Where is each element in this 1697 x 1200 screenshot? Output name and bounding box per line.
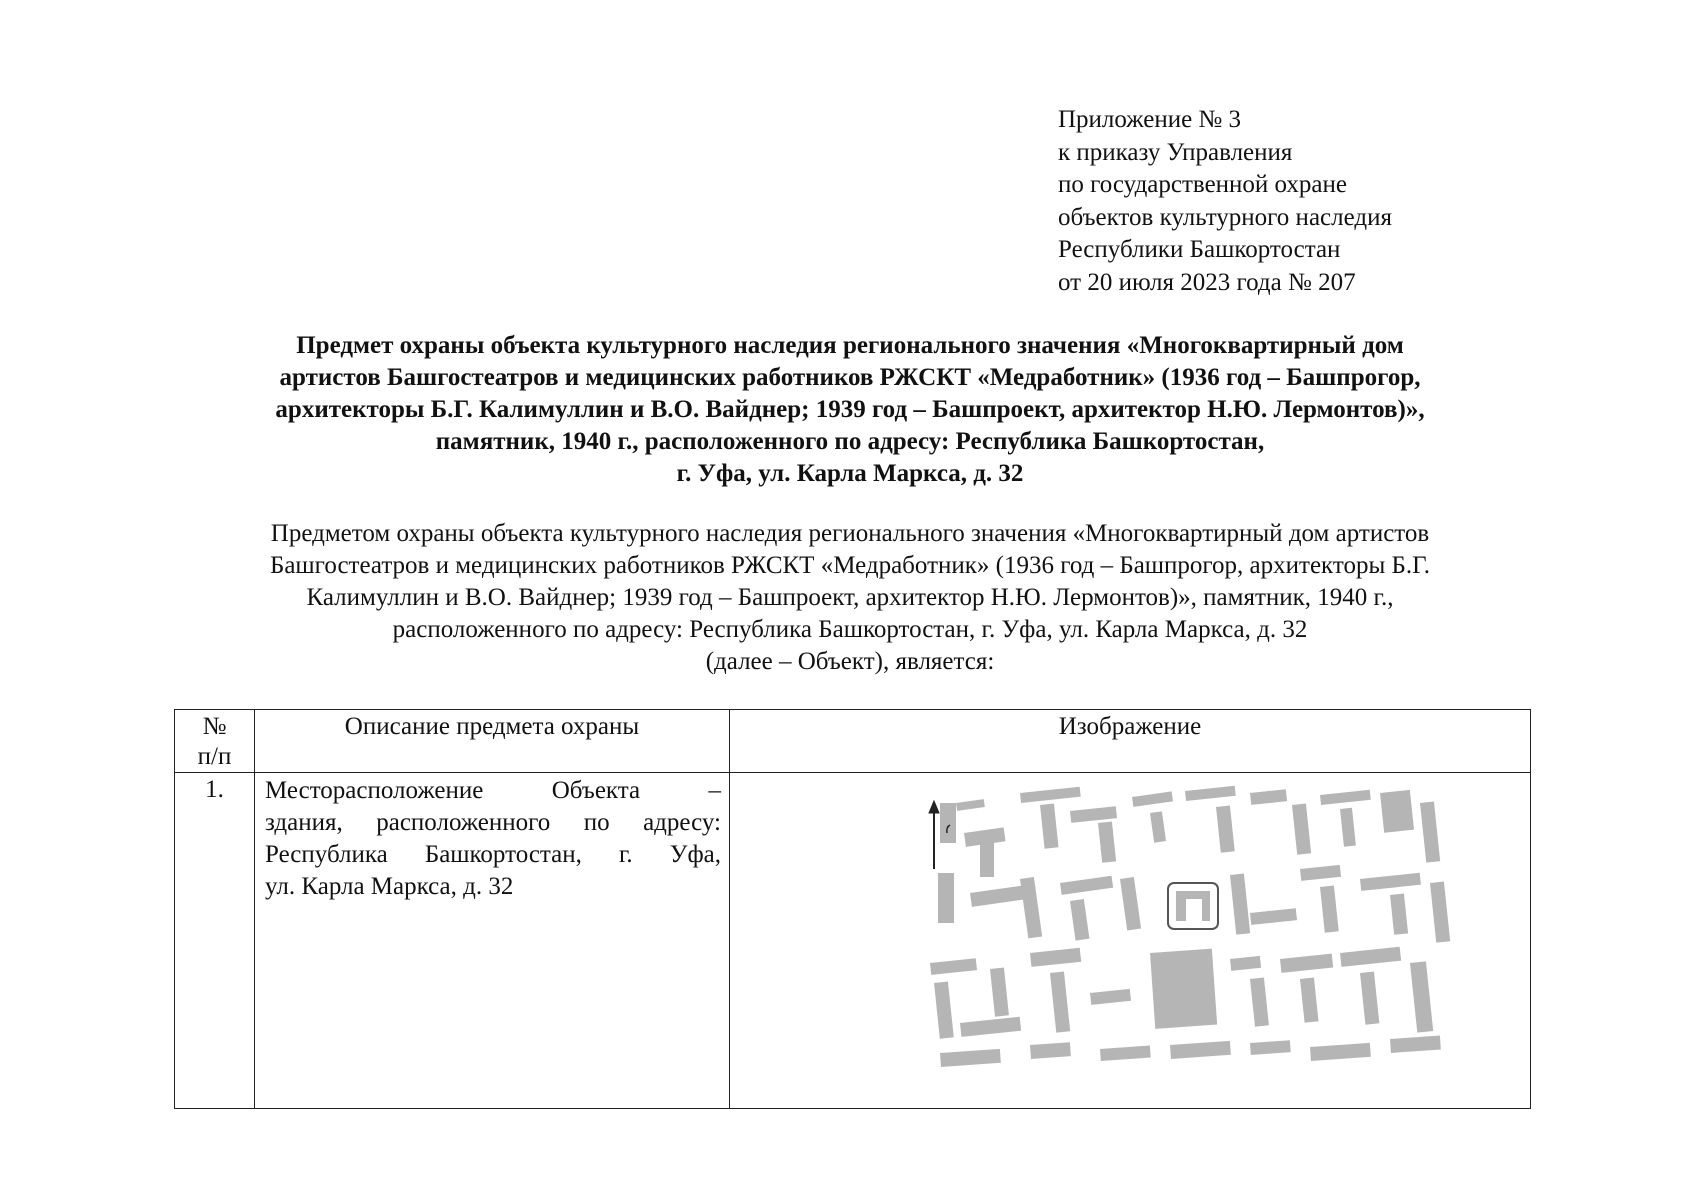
row-description-cell (255, 773, 730, 1109)
appendix-line: объектов культурного наследия (1058, 203, 1392, 231)
location-map-image (920, 783, 1462, 1089)
appendix-line: от 20 июля 2023 года № 207 (1058, 268, 1356, 296)
object-building (1176, 891, 1210, 921)
appendix-line: Республики Башкортостан (1058, 236, 1341, 263)
table-row (175, 773, 1531, 1109)
description-line: здания, расположенного по адресу: (265, 809, 721, 836)
header-description-label: Описание предмета охраны (344, 713, 640, 740)
table-header-row (175, 710, 1531, 773)
title-line: артистов Башгостеатров и медицинских работников РЖСКТ «Медработник» (1936 год – Башпрогор, (279, 364, 1421, 391)
object-location-marker (1168, 883, 1218, 929)
appendix-line: к приказу Управления (1058, 138, 1293, 166)
title-line: г. Уфа, ул. Карла Маркса, д. 32 (676, 460, 1024, 487)
row-number-cell (175, 773, 255, 1109)
header-image-cell (730, 710, 1531, 773)
appendix-line: Приложение № 3 (1058, 106, 1242, 133)
header-number-cell (175, 710, 255, 773)
appendix-line: по государственной охране (1058, 171, 1348, 198)
row-image-cell (730, 773, 1531, 1109)
intro-line: расположенного по адресу: Республика Башкортостан, г. Уфа, ул. Карла Маркса, д. 32 (392, 616, 1308, 643)
intro-line: Башгостеатров и медицинских работников РЖСКТ «Медработник» (1936 год – Башпрогор, архитекторы Б.Г. (269, 552, 1431, 579)
header-image-label: Изображение (1058, 713, 1202, 740)
intro-line: Предметом охраны объекта культурного наследия регионального значения «Многоквартирный дом артистов (270, 520, 1430, 547)
row-number: 1. (205, 776, 224, 803)
title-line: Предмет охраны объекта культурного наследия регионального значения «Многоквартирный дом (296, 332, 1404, 359)
intro-line: Калимуллин и В.О. Вайднер; 1939 год – Башпроект, архитектор Н.Ю. Лермонтов)», памятник, 1940 г., (306, 584, 1394, 611)
header-number-sublabel: п/п (197, 743, 232, 770)
header-number-label: № (202, 713, 227, 740)
description-line: Республика Башкортостан, г. Уфа, (265, 841, 721, 868)
title-line: архитекторы Б.Г. Калимуллин и В.О. Вайднер; 1939 год – Башпроект, архитектор Н.Ю. Лермонтов)», (275, 396, 1425, 423)
intro-line: (далее – Объект), является: (705, 648, 995, 675)
protection-subject-table (174, 709, 1531, 1109)
intro-paragraph (180, 518, 1520, 678)
document-title (180, 330, 1520, 490)
title-line: памятник, 1940 г., расположенного по адресу: Республика Башкортостан, (435, 428, 1265, 455)
header-description-cell (255, 710, 730, 773)
description-line: ул. Карла Маркса, д. 32 (265, 873, 514, 900)
appendix-header (1058, 104, 1392, 299)
description-line: Месторасположение Объекта – (265, 777, 721, 804)
map-buildings (930, 786, 1450, 1067)
